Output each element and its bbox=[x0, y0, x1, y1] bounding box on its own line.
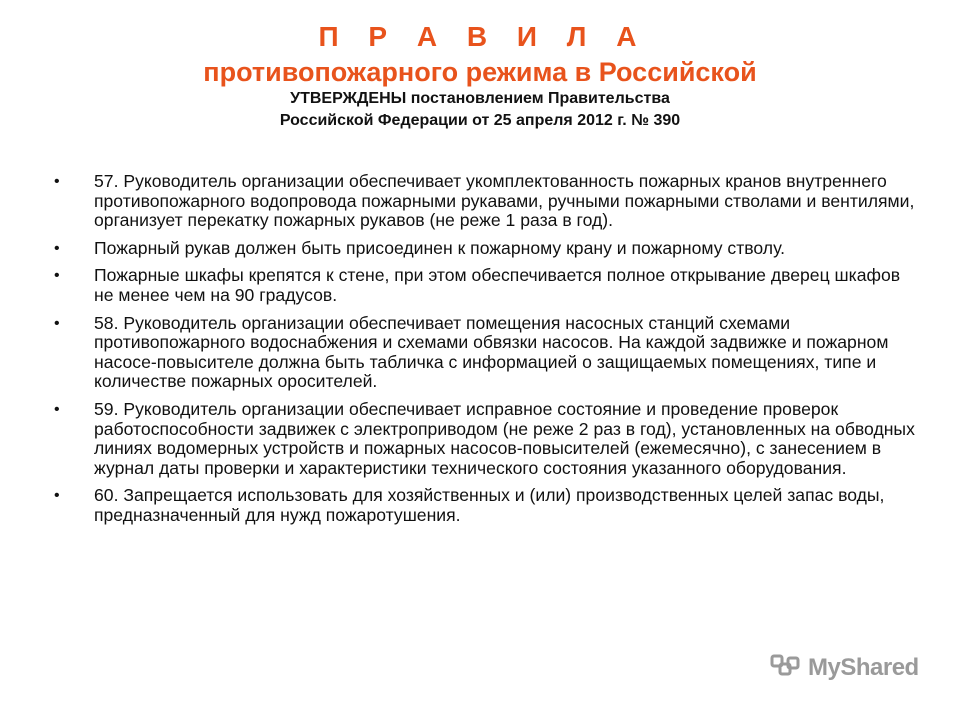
myshared-watermark bbox=[770, 654, 919, 682]
bullet-icon: • bbox=[54, 400, 60, 418]
item-text: Пожарный рукав должен быть присоединен к пожарному крану и пожарному стволу. bbox=[94, 237, 786, 258]
slide-title: П Р А В И Л А bbox=[318, 21, 648, 52]
approval-date: Российской Федерации от 25 апреля 2012 г. № 390 bbox=[279, 112, 681, 129]
list-item bbox=[54, 314, 924, 392]
bullet-icon: • bbox=[54, 173, 60, 190]
slide-subtitle: противопожарного режима в Российской bbox=[203, 57, 757, 87]
myshared-logo-icon bbox=[770, 654, 802, 682]
bullet-icon: • bbox=[54, 267, 60, 285]
item-text: 57. Руководитель организации обеспечивает укомплектованность пожарных кранов внутреннего противопожарного водопровода пожарными рукавами, ручными пожарными стволами и вентилями, организует перекатку пожарных рукавов (не реже 1 раза в год). bbox=[94, 171, 915, 231]
rules-list bbox=[54, 172, 924, 534]
watermark-text: MyShared bbox=[808, 654, 919, 681]
slide-header bbox=[0, 20, 960, 132]
list-item bbox=[54, 239, 924, 259]
list-item bbox=[54, 266, 924, 305]
bullet-icon: • bbox=[54, 239, 60, 257]
bullet-icon: • bbox=[54, 487, 60, 505]
list-item bbox=[54, 172, 924, 231]
item-text: 58. Руководитель организации обеспечивает помещения насосных станций схемами противопожарного водоснабжения и схемами обвязки насосов. На каждой задвижке и пожарном насосе-повысителе должна быть табличка с информацией о защищаемых помещениях, типе и количестве пожарных оросителей. bbox=[94, 312, 889, 392]
item-text: Пожарные шкафы крепятся к стене, при этом обеспечивается полное открывание дверец шкафов не менее чем на 90 градусов. bbox=[94, 265, 901, 305]
item-text: 59. Руководитель организации обеспечивает исправное состояние и проведение проверок работоспособности задвижек с электроприводом (не реже 2 раз в год), установленных на обводных линиях водомерных устройств и пожарных насосов-повысителей (ежемесячно), с занесением в журнал даты проверки и характеристики технического состояния указанного оборудования. bbox=[94, 398, 915, 478]
approval-rest: постановлением Правительства bbox=[406, 90, 670, 107]
list-item bbox=[54, 400, 924, 478]
list-item bbox=[54, 486, 924, 525]
approval-line-2 bbox=[0, 110, 960, 132]
bullet-icon: • bbox=[54, 314, 60, 332]
item-text: 60. Запрещается использовать для хозяйственных и (или) производственных целей запас воды, предназначенный для нужд пожаротушения. bbox=[94, 485, 885, 525]
approval-line-1 bbox=[0, 88, 960, 110]
approval-bold: УТВЕРЖДЕНЫ bbox=[290, 90, 407, 107]
